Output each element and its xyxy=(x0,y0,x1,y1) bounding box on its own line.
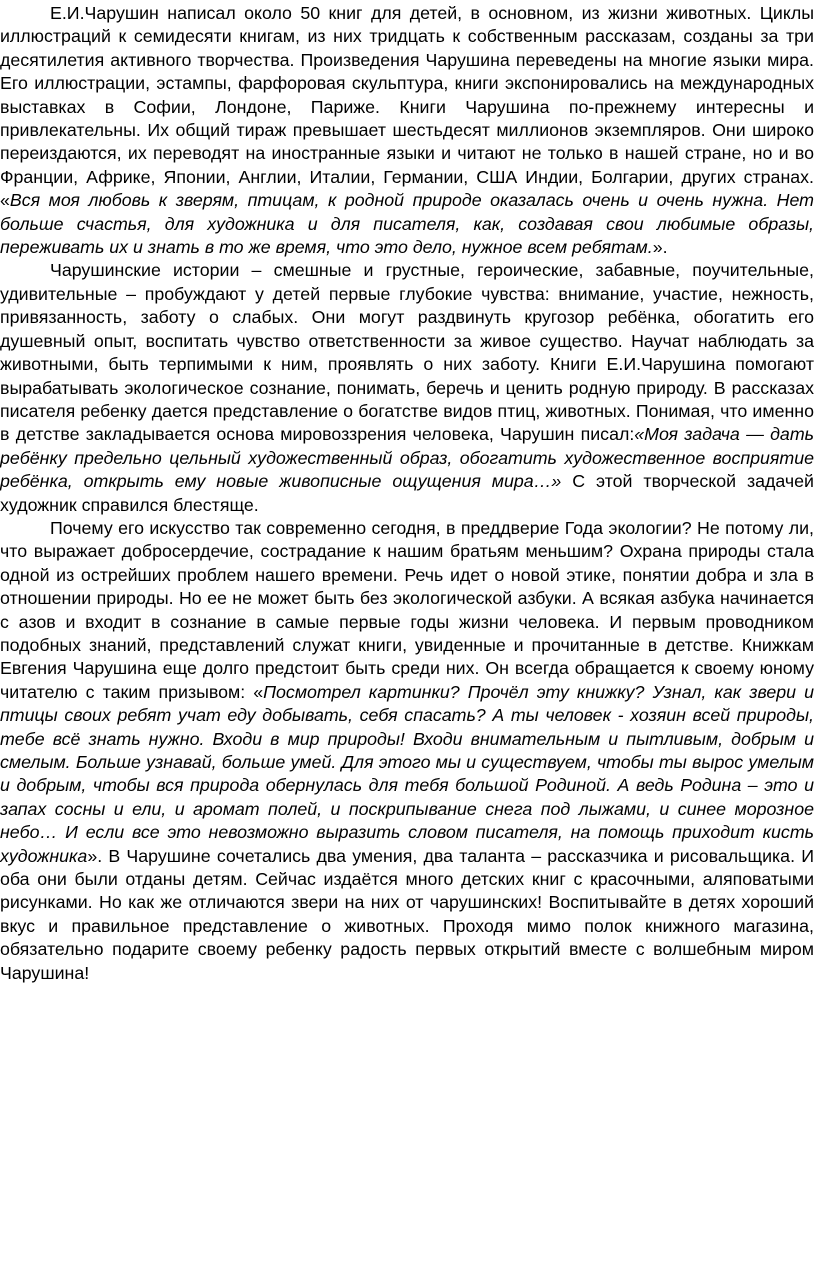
paragraph-3-quote: Посмотрел картинки? Прочёл эту книжку? Узнал, как звери и птицы своих ребят учат еду добывать, себя спасать? А ты человек - хозяин всей природы, тебе всё знать нужно. Входи в мир природы! Входи внимательным и пытливым, добрым и смелым. Больше узнавай, больше умей. Для этого мы и существуем, чтобы ты вырос умелым и добрым, чтобы вся природа обернулась для тебя большой Родиной. А ведь Родина – это и запах сосны и ели, и аромат полей, и поскрипывание снега под лыжами, и синее морозное небо… И если все это невозможно выразить словом писателя, на помощь приходит кисть художника xyxy=(0,681,814,866)
paragraph-1-tail: ». xyxy=(652,237,668,258)
paragraph-2-quote: «Моя задача — дать ребёнку предельно цельный художественный образ, обогатить художественное восприятие ребёнка, открыть ему новые живописные ощущения мира…» xyxy=(0,424,814,492)
paragraph-1-quote: Вся моя любовь к зверям, птицам, к родной природе оказалась очень и очень нужна. Нет больше счастья, для художника и для писателя, как, создавая свои любимые образы, переживать их и знать в то же время, что это дело, нужное всем ребятам. xyxy=(0,190,814,258)
paragraph-3 xyxy=(0,517,814,985)
paragraph-2-text: Чарушинские истории – смешные и грустные, героические, забавные, поучительные, удивительные – пробуждают у детей первые глубокие чувства: внимание, участие, нежность, привязанность, заботу о слабых. Они могут раздвинуть кругозор ребёнка, обогатить его душевный опыт, воспитать чувство ответственности за живое существо. Научат наблюдать за животными, быть терпимыми к ним, проявлять о них заботу. Книги Е.И.Чарушина помогают вырабатывать экологическое сознание, понимать, беречь и ценить родную природу. В рассказах писателя ребенку дается представление о богатстве видов птиц, животных. Понимая, что именно в детстве закладывается основа мировоззрения человека, Чарушин писал: xyxy=(0,260,814,445)
document-page xyxy=(0,2,814,985)
paragraph-1 xyxy=(0,2,814,259)
paragraph-3-text: Почему его искусство так современно сегодня, в преддверие Года экологии? Не потому ли, что выражает добросердечие, сострадание к нашим братьям меньшим? Охрана природы стала одной из острейших проблем нашего времени. Речь идет о новой этике, понятии добра и зла в отношении природы. Но ее не может быть без экологической азбуки. А всякая азбука начинается с азов и входит в сознание в самые первые годы жизни человека. И первым проводником подобных знаний, представлений служат книги, увиденные и прочитанные в детстве. Книжкам Евгения Чарушина еще долго предстоит быть среди них. Он всегда обращается к своему юному читателю с таким призывом: « xyxy=(0,517,814,702)
paragraph-2 xyxy=(0,259,814,516)
paragraph-3-tail: ». В Чарушине сочетались два умения, два таланта – рассказчика и рисовальщика. И оба они были отданы детям. Сейчас издаётся много детских книг с красочными, аляповатыми рисунками. Но как же отличаются звери на них от чарушинских! Воспитывайте в детях хороший вкус и правильное представление о животных. Проходя мимо полок книжного магазина, обязательно подарите своему ребенку радость первых открытий вместе с волшебным миром Чарушина! xyxy=(0,845,814,983)
paragraph-1-text: Е.И.Чарушин написал около 50 книг для детей, в основном, из жизни животных. Циклы иллюстраций к семидесяти книгам, из них тридцать к собственным рассказам, созданы за три десятилетия активного творчества. Произведения Чарушина переведены на многие языки мира. Его иллюстрации, эстампы, фарфоровая скульптура, книги экспонировались на международных выставках в Софии, Лондоне, Париже. Книги Чарушина по-прежнему интересны и привлекательны. Их общий тираж превышает шестьдесят миллионов экземпляров. Они широко переиздаются, их переводят на иностранные языки и читают не только в нашей стране, но и во Франции, Африке, Японии, Англии, Италии, Германии, США Индии, Болгарии, других странах. « xyxy=(0,3,814,211)
paragraph-2-tail: С этой творческой задачей художник справился блестяще. xyxy=(0,471,814,515)
